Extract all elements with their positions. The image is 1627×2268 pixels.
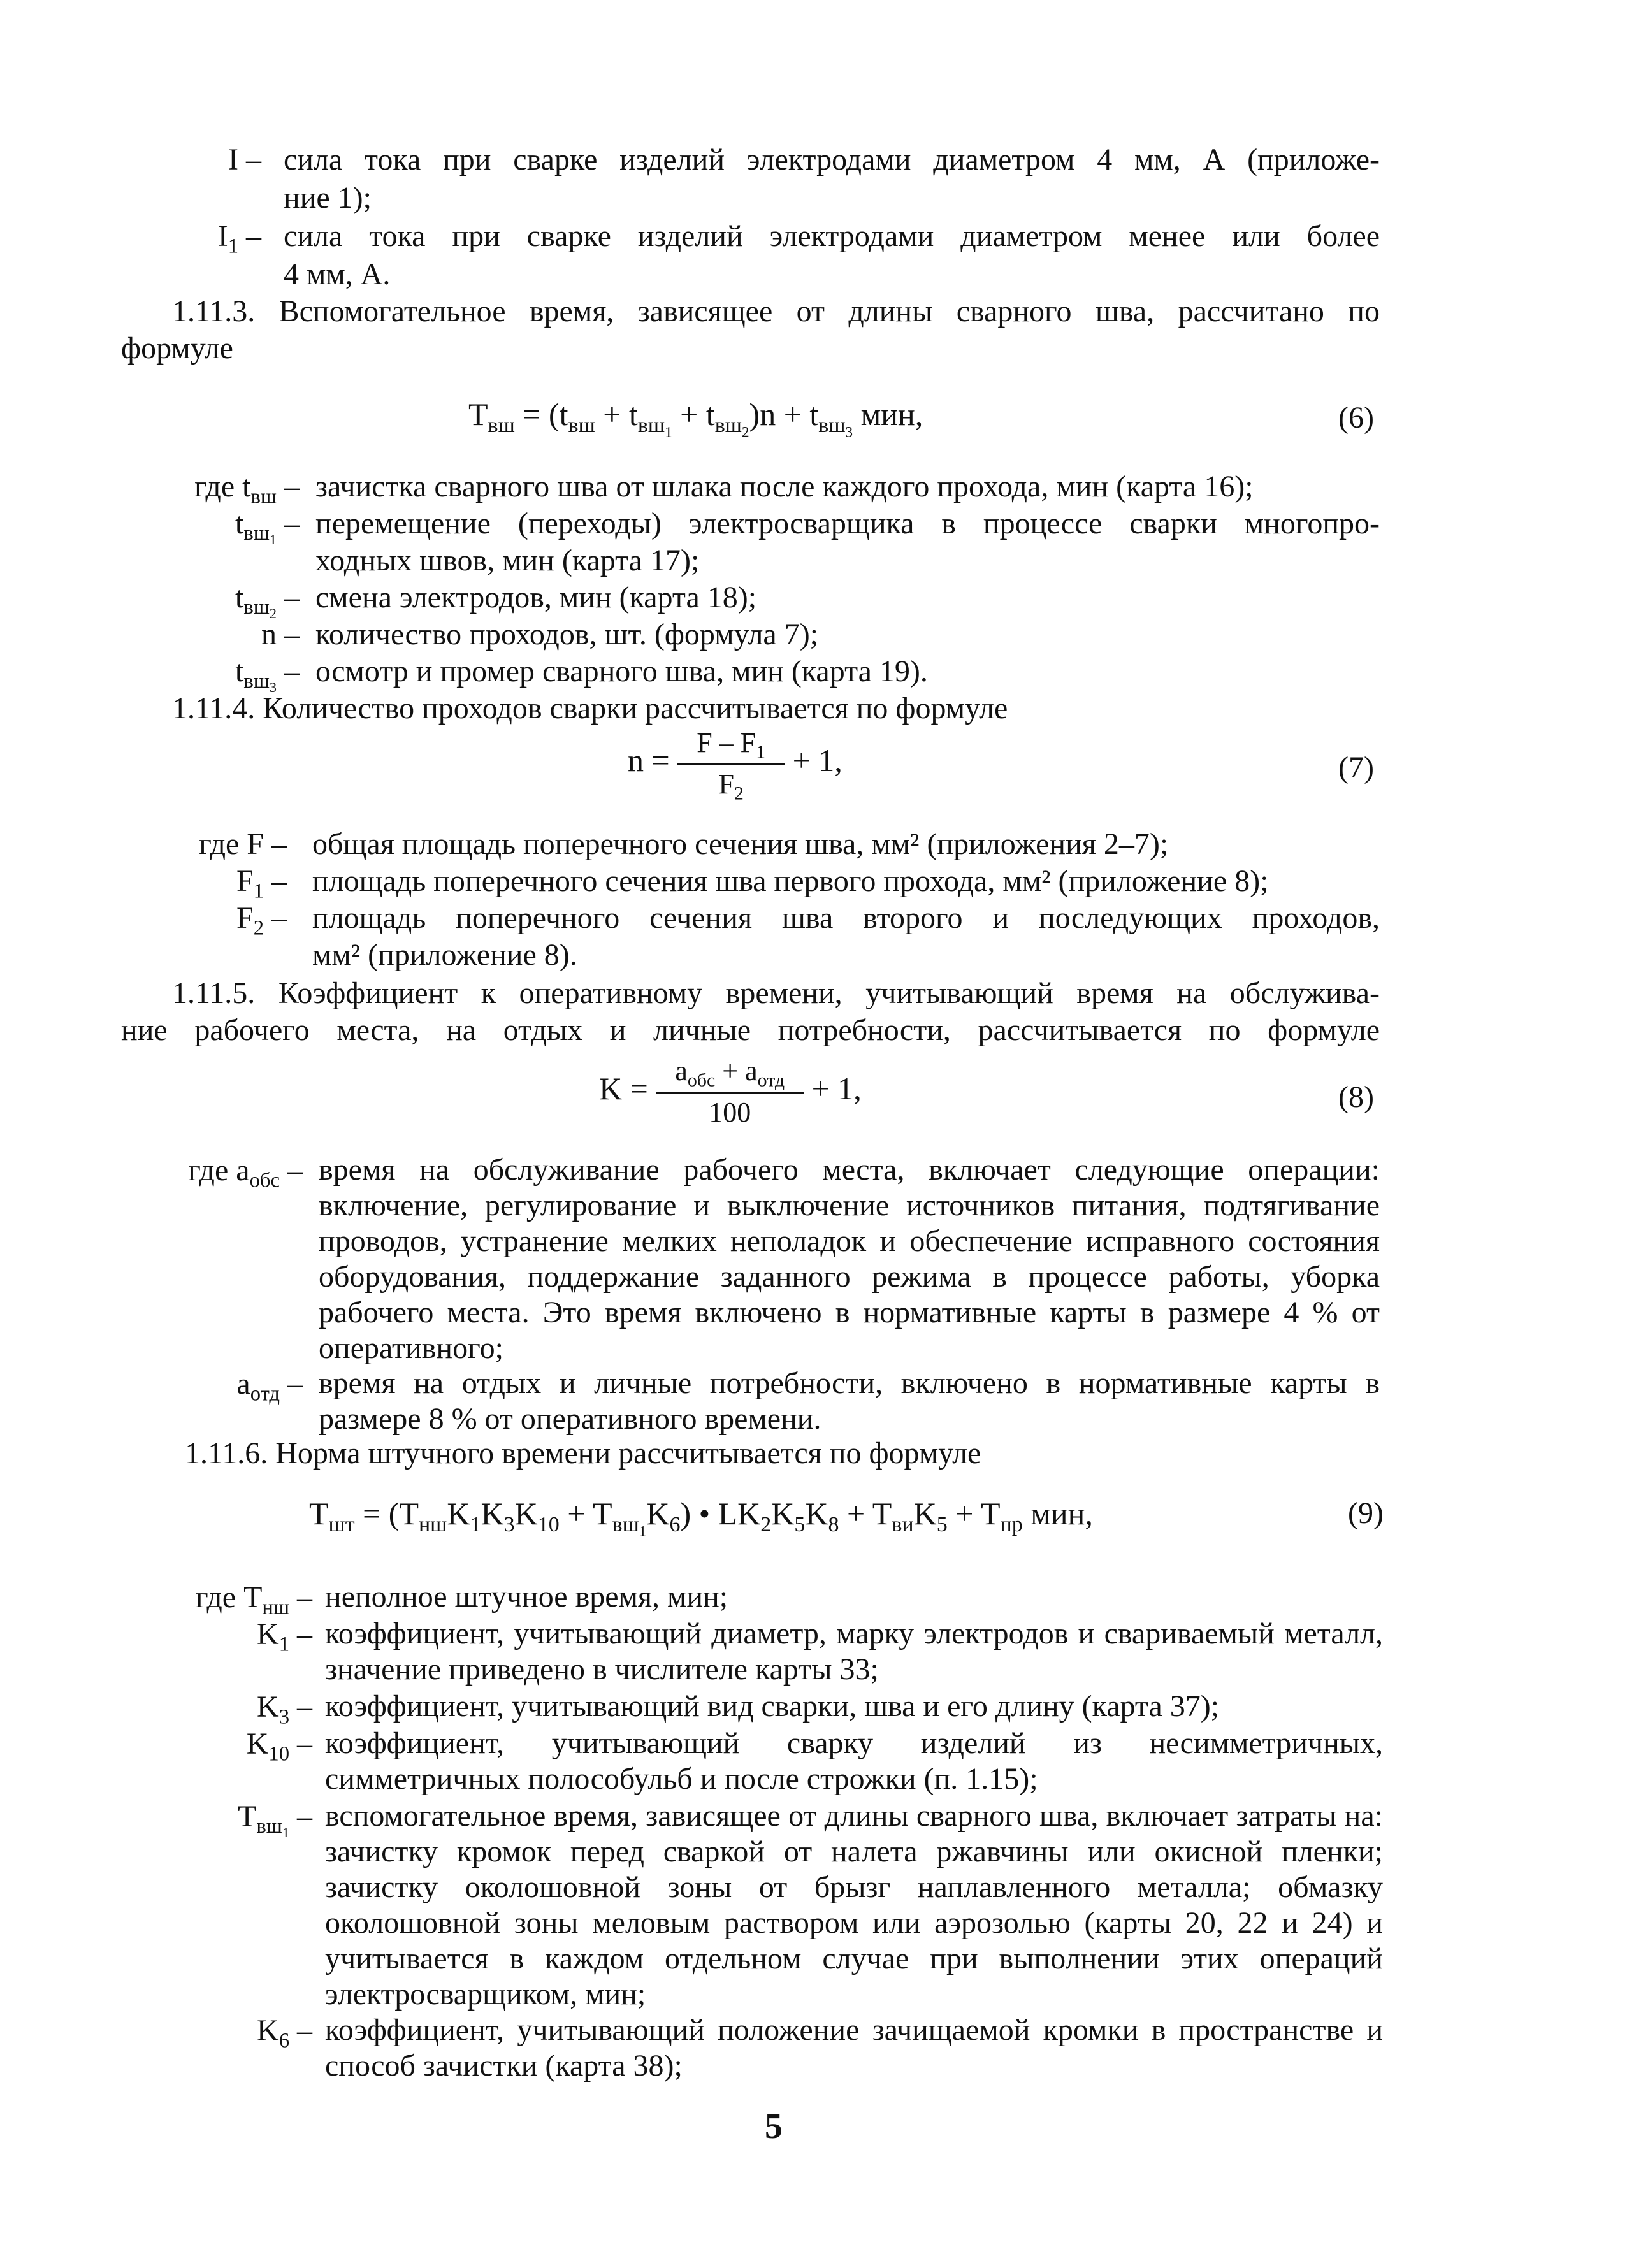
equation-number-7: (7) <box>1338 751 1374 784</box>
def-term-K3: $K_3$ – <box>257 1690 312 1729</box>
def-text-aobs: время на обслуживание рабочего места, включает следующие операции: включение, регулирование и выключение источников питания, подтягивание проводов, устранение мелких неполадок и обеспечение исправного состояния оборудования, поддержание заданного режима в процессе работы, уборка рабочего места. Это время включено в нормативные карты в размере 4 % от оперативного; <box>319 1153 1380 1365</box>
def-text-F2-line2: мм² (приложение 8). <box>312 938 577 972</box>
def-term-F2: $F_2$ – <box>236 901 287 940</box>
def-term-tvsh3: $t_{вш_3}$ – <box>235 654 300 696</box>
para-1-11-3-line1: 1.11.3. Вспомогательное время, зависящее от длины сварного шва, рассчитано по <box>172 294 1380 328</box>
equation-number-8: (8) <box>1338 1080 1374 1114</box>
para-1-11-4: 1.11.4. Количество проходов сварки рассчитывается по формуле <box>172 691 1008 725</box>
def-text-tvsh3: осмотр и промер сварного шва, мин (карта 19). <box>315 654 928 688</box>
def-term-Tnsh: где $T_{нш}$ – <box>196 1580 312 1619</box>
def-text-I1-line2: 4 мм, А. <box>284 257 391 291</box>
def-term-K6: $K_6$ – <box>257 2014 312 2053</box>
def-text-n: количество проходов, шт. (формула 7); <box>315 618 819 651</box>
def-term-F: где F – <box>199 827 287 861</box>
def-text-I-line1: сила тока при сварке изделий электродами диаметром 4 мм, А (приложе- <box>284 143 1380 177</box>
def-text-tvsh1-line1: перемещение (переходы) электросварщика в процессе сварки многопро- <box>315 507 1380 540</box>
def-text-tvsh2: смена электродов, мин (карта 18); <box>315 581 757 614</box>
fraction-8: $\frac{a_{обс} + a_{отд}}{100}$ <box>656 1055 804 1129</box>
def-text-Tvsh1: вспомогательное время, зависящее от длины сварного шва, включает затраты на: зачистку кромок перед сваркой от налета ржавчины или окисной пленки; зачистку околошовной зоны от брызг наплавленного металла; обмазку околошовной зоны меловым раствором или аэрозолью (карты 20, 22 и 24) и учитывается в каждом отдельном случае при выполнении этих операций электросварщиком, мин; <box>325 1799 1383 2011</box>
equation-number-6: (6) <box>1338 401 1374 435</box>
def-text-tvsh: зачистка сварного шва от шлака после каждого прохода, мин (карта 16); <box>315 470 1254 503</box>
para-1-11-6: 1.11.6. Норма штучного времени рассчитывается по формуле <box>185 1436 981 1470</box>
equation-number-9: (9) <box>1348 1496 1384 1530</box>
def-text-Tnsh: неполное штучное время, мин; <box>325 1580 728 1614</box>
para-1-11-5-line1: 1.11.5. Коэффициент к оперативному времени, учитывающий время на обслужива- <box>172 976 1380 1010</box>
def-text-K3: коэффициент, учитывающий вид сварки, шва и его длину (карта 37); <box>325 1689 1220 1723</box>
def-term-tvsh2: $t_{вш_2}$ – <box>235 581 300 622</box>
def-term-aobs: где $a_{обс}$ – <box>188 1153 303 1192</box>
def-text-aotd: время на отдых и личные потребности, включено в нормативные карты в размере 8 % от оперативного времени. <box>319 1366 1380 1436</box>
formula-9: $T_{шт} = (T_{нш}K_1K_3K_{10} + T_{вш_1}K_6)$ • $LK_2K_5K_8 + T_{ви}K_5 + T_{пр}$ мин, <box>309 1496 1093 1540</box>
def-term-Tvsh1: $T_{вш_1}$ – <box>238 1800 312 1841</box>
def-term-K10: $K_{10}$ – <box>246 1727 312 1766</box>
page-number: 5 <box>765 2107 783 2146</box>
def-term-n: n – <box>261 618 300 651</box>
def-text-K6: коэффициент, учитывающий положение зачищаемой кромки в пространстве и способ зачистки (карта 38); <box>325 2013 1383 2083</box>
def-term-I1: $I_1$ – <box>217 219 261 258</box>
def-term-I: I – <box>228 143 261 177</box>
def-term-K1: $K_1$ – <box>257 1617 312 1656</box>
def-text-I1-line1: сила тока при сварке изделий электродами диаметром менее или более <box>284 219 1380 253</box>
def-text-F: общая площадь поперечного сечения шва, мм² (приложения 2–7); <box>312 827 1169 861</box>
formula-7: n = $\frac{F - F_1}{F_2}$ + 1, <box>628 727 842 804</box>
def-text-K1: коэффициент, учитывающий диаметр, марку электродов и свариваемый металл, значение приведено в числителе карты 33; <box>325 1617 1383 1686</box>
def-term-F1: $F_1$ – <box>236 864 287 903</box>
fraction-7: $\frac{F - F_1}{F_2}$ <box>677 726 785 801</box>
para-1-11-5-line2: ние рабочего места, на отдых и личные потребности, рассчитывается по формуле <box>121 1013 1380 1047</box>
def-text-tvsh1-line2: ходных швов, мин (карта 17); <box>315 544 700 577</box>
formula-6: $T_{вш} = (t_{вш} + t_{вш_1} + t_{вш_2})n + t_{вш_3}$ мин, <box>468 396 923 441</box>
def-term-aotd: $a_{отд}$ – <box>236 1367 303 1406</box>
def-text-I-line2: ние 1); <box>284 181 372 215</box>
def-term-tvsh: где $t_{вш}$ – <box>194 470 300 509</box>
para-1-11-3-line2: формуле <box>121 331 233 365</box>
def-term-tvsh1: $t_{вш_1}$ – <box>235 507 300 548</box>
formula-8: K = $\frac{a_{обс} + a_{отд}}{100}$ + 1, <box>599 1055 862 1128</box>
def-text-F2-line1: площадь поперечного сечения шва второго и последующих проходов, <box>312 901 1380 935</box>
def-text-F1: площадь поперечного сечения шва первого прохода, мм² (приложение 8); <box>312 864 1269 898</box>
def-text-K10: коэффициент, учитывающий сварку изделий из несимметричных, симметричных полособульб и после строжки (п. 1.15); <box>325 1726 1383 1796</box>
